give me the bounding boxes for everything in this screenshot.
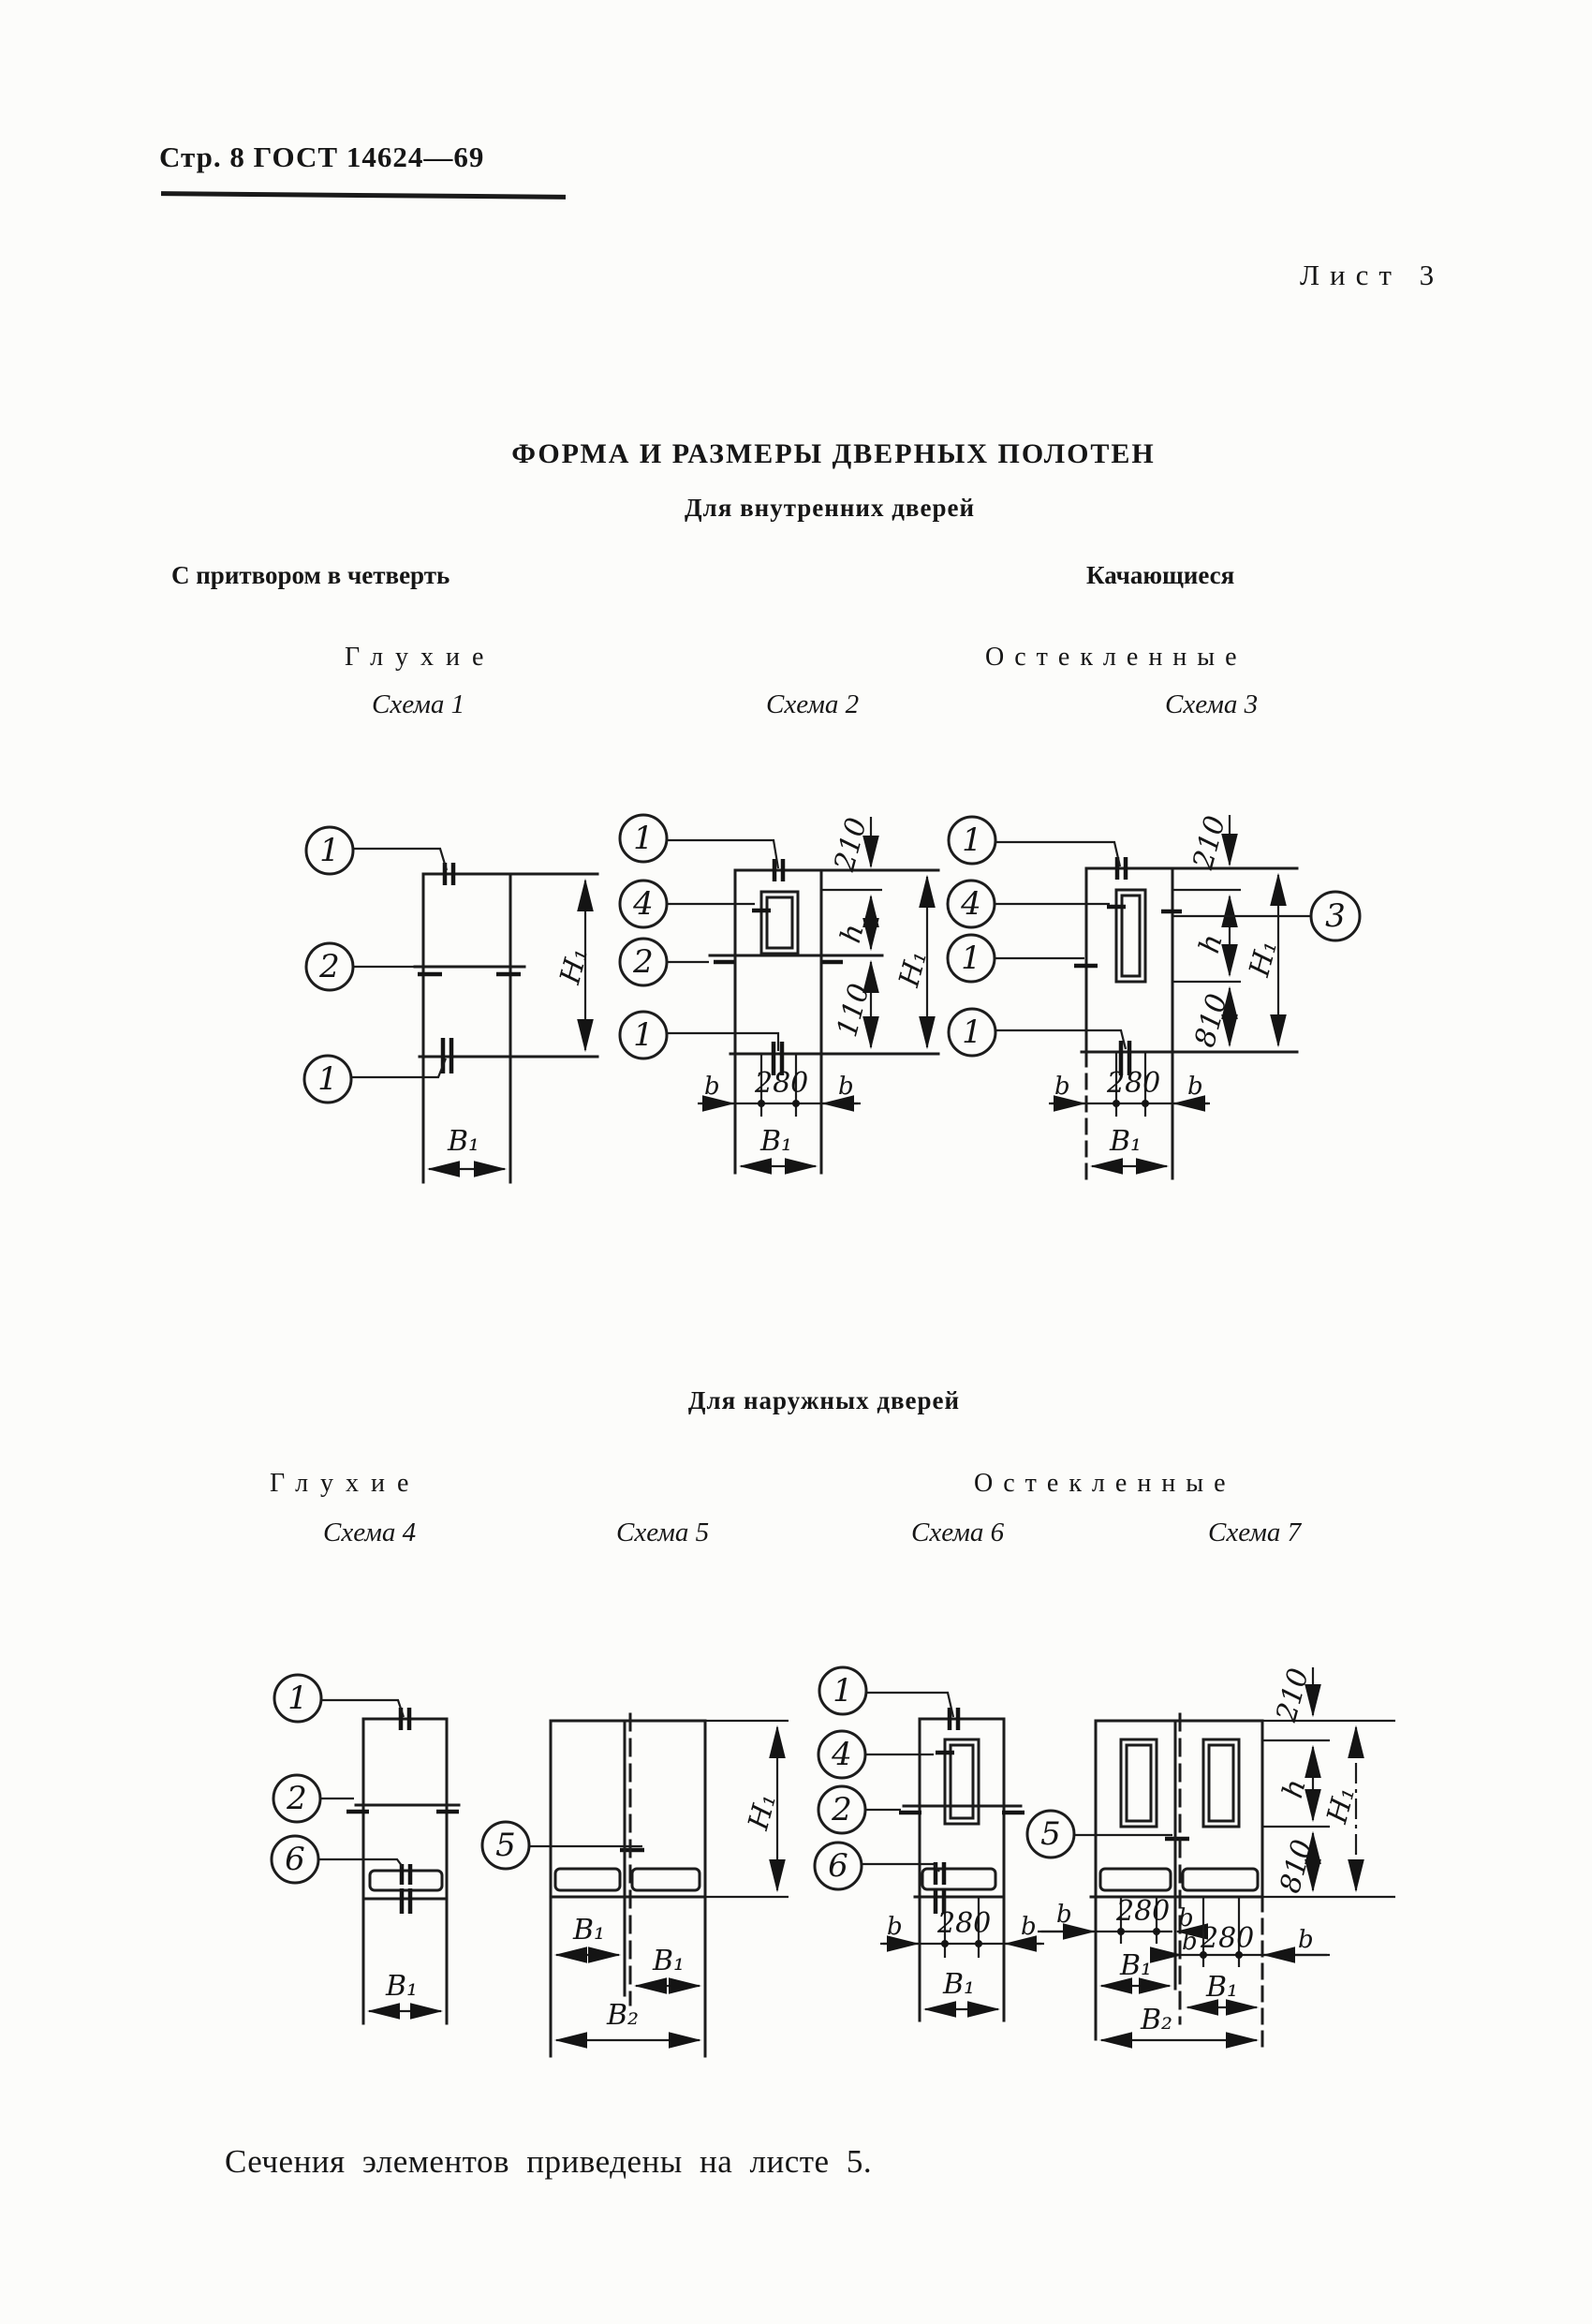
scheme3-dim-810: 810 (1188, 990, 1234, 1051)
scheme5-callout-5: 5 (495, 1827, 516, 1864)
scheme5-diagram (551, 1714, 789, 2056)
scheme3-callout-1-bottom: 1 (962, 1014, 982, 1051)
scheme5-label: Схема 5 (616, 1517, 710, 1547)
internal-right-heading: Качающиеся (1086, 561, 1235, 589)
scheme6-label: Схема 6 (911, 1517, 1005, 1547)
scheme1-callouts (304, 827, 447, 1103)
scheme1-callout-2: 2 (319, 948, 340, 985)
scheme7-dim-280-left: 280 (1116, 1895, 1171, 1928)
scheme1-dimensions (429, 881, 595, 1169)
scheme6-callouts (815, 1667, 1189, 1889)
scheme4-callout-6: 6 (285, 1841, 305, 1878)
scheme3-dim-b-left: b (1054, 1073, 1070, 1101)
scheme7-dim-b1-left: B₁ (1120, 1949, 1153, 1982)
scheme1-label: Схема 1 (372, 689, 465, 719)
scheme2-callouts (620, 815, 778, 1058)
scheme3-callout-3: 3 (1325, 897, 1346, 935)
scheme6-dimensions (880, 1897, 1044, 2009)
scheme7-dim-b-left1: b (1056, 1901, 1072, 1929)
scheme7-dim-h: h (1275, 1775, 1313, 1802)
scheme3-dim-280: 280 (1107, 1067, 1161, 1100)
scheme4-callouts (272, 1675, 644, 1883)
scheme7-dim-b-right1: b (1182, 1928, 1198, 1956)
scheme7-dim-810: 810 (1274, 1836, 1319, 1897)
page-header: Стр. 8 ГОСТ 14624—69 (159, 141, 485, 173)
scheme5-dim-b2: B₂ (607, 1999, 640, 2032)
scheme7-label: Схема 7 (1208, 1517, 1302, 1547)
scheme7-dim-b2: B₂ (1141, 2004, 1173, 2036)
scheme3-label: Схема 3 (1165, 689, 1259, 719)
scheme3-dim-210: 210 (1187, 812, 1232, 873)
scheme5-dim-b1-left: B₁ (573, 1914, 606, 1947)
scheme1-door-outline (415, 863, 597, 1182)
scheme6-dim-b-right: b (1021, 1913, 1037, 1941)
scheme5-dim-h1: H₁ (742, 1790, 784, 1834)
scheme2-callout-1-bottom: 1 (633, 1016, 654, 1054)
scheme7-dim-280-right: 280 (1201, 1922, 1255, 1955)
scheme7-callout-5: 5 (1040, 1815, 1061, 1853)
scheme1-diagram (304, 827, 597, 1182)
scheme7-dim-b1-right: B₁ (1206, 1971, 1239, 2004)
scheme6-dim-b-left: b (887, 1913, 903, 1941)
scheme4-diagram (272, 1675, 644, 2023)
scheme1-dim-b1: B₁ (448, 1125, 480, 1158)
scheme2-diagram (620, 814, 938, 1173)
scheme7-dim-h1: H₁ (1320, 1784, 1363, 1828)
internal-type-right: Остекленные (985, 643, 1247, 672)
scheme2-callout-2: 2 (633, 943, 654, 981)
scheme7-dim-210: 210 (1270, 1665, 1316, 1725)
scheme2-dim-210: 210 (828, 814, 874, 875)
scheme7-dim-b-right2: b (1298, 1926, 1314, 1954)
scheme1-callout-1-top: 1 (319, 832, 340, 869)
scheme3-callout-1-top: 1 (962, 822, 982, 859)
scheme4-dimensions (369, 1970, 441, 2011)
scheme1-callout-1-bottom: 1 (317, 1060, 338, 1098)
scheme4-callout-1: 1 (287, 1680, 308, 1717)
external-type-left: Глухие (270, 1469, 421, 1498)
scheme2-label: Схема 2 (766, 689, 860, 719)
scheme7-diagram (1038, 1665, 1395, 2047)
scheme3-dimensions (1049, 812, 1284, 1166)
scheme2-dim-280: 280 (755, 1067, 809, 1100)
scheme4-label: Схема 4 (323, 1517, 417, 1547)
scheme3-dim-b1: B₁ (1110, 1125, 1142, 1158)
external-type-right: Остекленные (974, 1469, 1236, 1498)
scheme4-callout-2: 2 (287, 1780, 307, 1817)
scheme3-callout-1-mid: 1 (961, 940, 981, 977)
scheme3-door-outline (1074, 857, 1297, 1178)
scheme5-dim-b1-right: B₁ (653, 1945, 685, 1977)
section-external-subtitle: Для наружных дверей (687, 1386, 961, 1414)
scheme2-dim-b-right: b (838, 1073, 854, 1101)
scheme2-dim-b1: B₁ (760, 1125, 793, 1158)
scheme6-callout-6: 6 (828, 1847, 848, 1885)
scheme2-callout-1-top: 1 (633, 820, 654, 857)
scheme3-callouts (948, 817, 1360, 1056)
scheme2-door-outline (710, 859, 938, 1173)
scheme2-dim-h1: H₁ (892, 947, 935, 991)
internal-type-left: Глухие (345, 643, 496, 672)
scheme6-callout-2: 2 (832, 1791, 852, 1828)
scheme2-dimensions (698, 814, 934, 1166)
scheme2-dim-h: h (833, 920, 871, 947)
scheme3-dim-h: h (1192, 930, 1230, 957)
scheme6-callout-1: 1 (833, 1672, 853, 1710)
scheme5-dimensions (556, 1721, 789, 2040)
scheme7-dim-b-left2: b (1178, 1904, 1194, 1932)
scheme6-dim-280: 280 (937, 1907, 992, 1940)
scheme3-dim-b-right: b (1187, 1073, 1203, 1101)
scheme3-callout-4: 4 (961, 885, 981, 923)
scheme6-callout-4: 4 (832, 1736, 852, 1773)
sheet-label: Лист 3 (1300, 259, 1445, 291)
section-internal-subtitle: Для внутренних дверей (684, 494, 975, 522)
internal-left-heading: С притвором в четверть (171, 561, 450, 589)
scheme6-dim-b1: B₁ (943, 1968, 976, 2001)
scheme2-dim-b-left: b (704, 1073, 720, 1101)
scheme3-diagram (948, 812, 1360, 1178)
scheme4-dim-b1: B₁ (386, 1970, 419, 2003)
scheme2-dim-110: 110 (831, 980, 877, 1041)
scheme2-callout-4: 4 (633, 885, 654, 923)
page-title: ФОРМА И РАЗМЕРЫ ДВЕРНЫХ ПОЛОТЕН (511, 438, 1156, 469)
scheme3-dim-h1: H₁ (1243, 937, 1285, 981)
footer-note: Сечения элементов приведены на листе 5. (225, 2143, 873, 2180)
scheme1-dim-h1: H₁ (553, 944, 596, 988)
